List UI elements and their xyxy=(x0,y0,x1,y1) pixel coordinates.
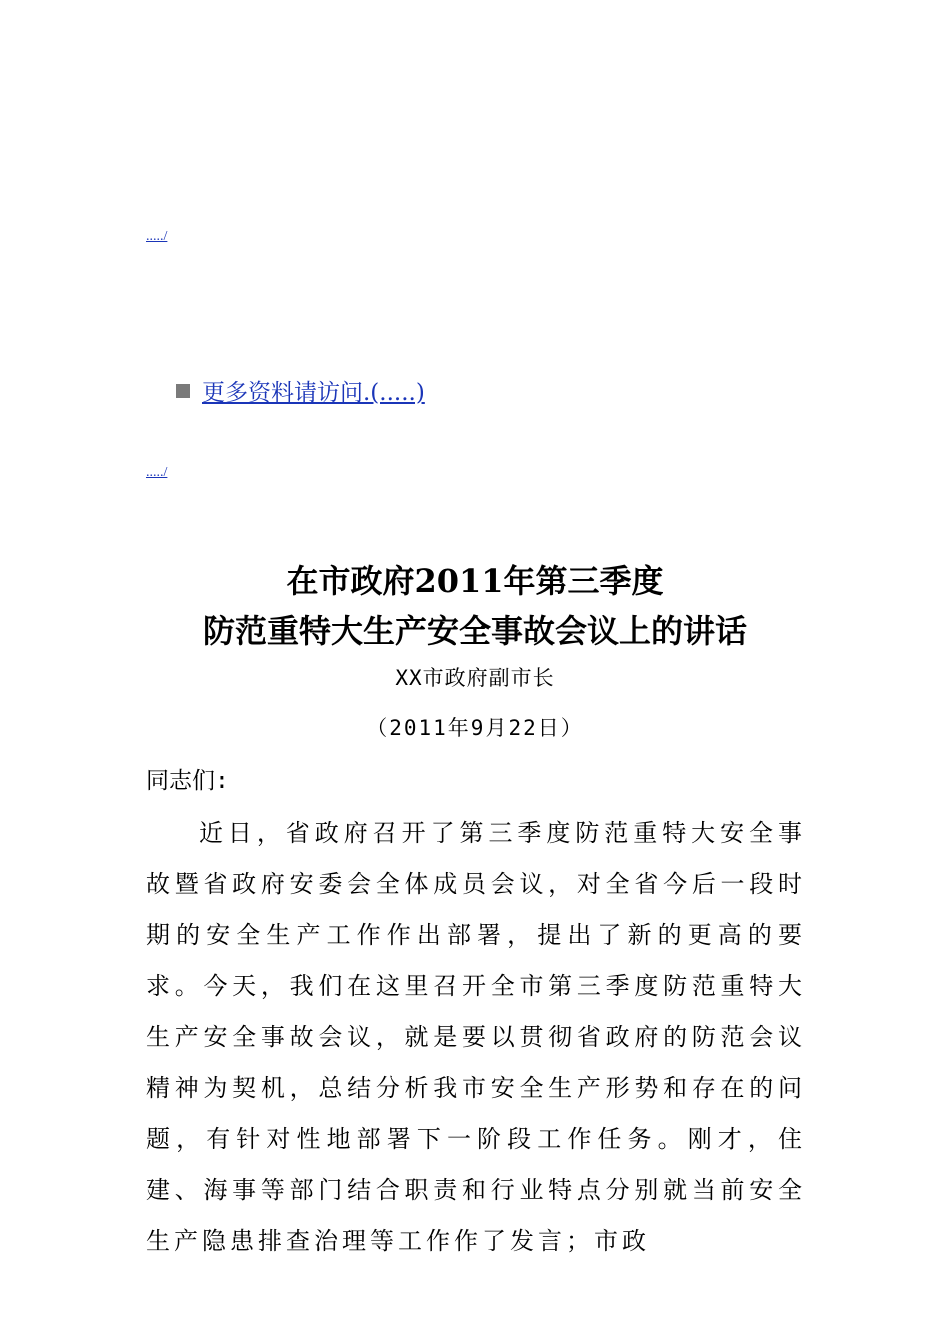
date-line: （2011年9月22日） xyxy=(366,716,584,740)
greeting: 同志们: xyxy=(146,768,229,794)
body-paragraph xyxy=(146,808,806,1267)
author-line: XX市政府副市长 xyxy=(395,666,555,690)
square-bullet-icon xyxy=(176,384,190,398)
top-link[interactable]: ...../ xyxy=(146,229,168,244)
body-text: 近日，省政府召开了第三季度防范重特大安全事故暨省政府安委会全体成员会议，对全省今后一段时期的安全生产工作作出部署，提出了新的更高的要求。今天，我们在这里召开全市第三季度防范重特大生产安全事故会议，就是要以贯彻省政府的防范会议精神为契机，总结分析我市安全生产形势和存在的问题，有针对性地部署下一阶段工作任务。刚才，住建、海事等部门结合职责和行业特点分别就当前安全生产隐患排查治理等工作作了发言；市政 xyxy=(146,819,806,1255)
promo-line xyxy=(176,374,425,407)
mid-link[interactable]: ...../ xyxy=(146,465,168,480)
promo-link[interactable]: 更多资料请访问.(.....) xyxy=(202,380,425,406)
page-title-line2: 防范重特大生产安全事故会议上的讲话 xyxy=(202,612,747,650)
page-title-line1: 在市政府2011年第三季度 xyxy=(286,562,664,600)
